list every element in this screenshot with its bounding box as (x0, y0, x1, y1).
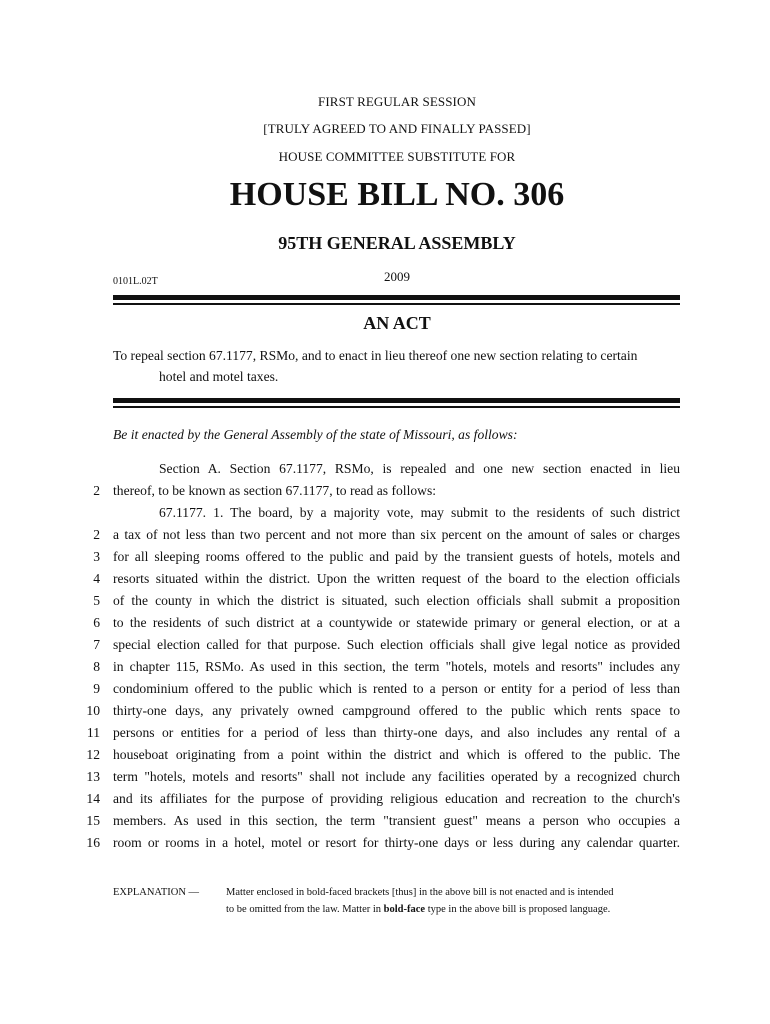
bill-line (0, 703, 770, 725)
bill-title: HOUSE BILL NO. 306 (229, 176, 565, 213)
line-number: 12 (86, 747, 100, 762)
line-text: thereof, to be known as section 67.1177, to read as follows: (113, 483, 437, 498)
line-text: of the county in which the district is situated, such election officials shall submit a proposition (113, 593, 680, 608)
line-text: a tax of not less than two percent and not more than six percent on the amount of sales or charges (113, 527, 680, 542)
line-text: Section A. Section 67.1177, RSMo, is repealed and one new section enacted in lieu (159, 461, 680, 476)
middle-rule-thin (113, 406, 680, 408)
line-number: 10 (86, 703, 100, 718)
bill-line (0, 637, 770, 659)
bill-line (0, 769, 770, 791)
bill-line (0, 571, 770, 593)
lr-number: 0101L.02T (113, 276, 158, 287)
line-text: members. As used in this section, the term "transient guest" means a person who occupies a (113, 813, 680, 828)
explanation-body (226, 884, 680, 918)
line-text: in chapter 115, RSMo. As used in this section, the term "hotels, motels and resorts" includes any (113, 659, 680, 674)
middle-rule-thick (113, 398, 680, 403)
explanation-bold-text: bold-face (383, 904, 426, 915)
substitute-heading: HOUSE COMMITTEE SUBSTITUTE FOR (278, 149, 516, 164)
act-heading: AN ACT (363, 313, 431, 333)
bill-line (0, 461, 770, 483)
top-rule-thin (113, 303, 680, 305)
line-text: to the residents of such district at a countywide or statewide primary or general election, or at a (113, 615, 680, 630)
explanation-text: to be omitted from the law. Matter in (226, 904, 384, 915)
act-title-text (113, 345, 680, 387)
bill-line (0, 659, 770, 681)
line-number: 3 (93, 549, 100, 564)
session-year: 2009 (384, 269, 410, 284)
line-text: persons or entities for a period of less than thirty-one days, and also includes any rental of a (113, 725, 680, 740)
line-number: 11 (86, 725, 100, 740)
line-text: resorts situated within the district. Upon the written request of the board to the election officials (113, 571, 680, 586)
line-number: 15 (86, 813, 100, 828)
bill-line (0, 813, 770, 835)
bill-line (0, 593, 770, 615)
bill-line (0, 505, 770, 527)
line-text: 67.1177. 1. The board, by a majority vote, may submit to the residents of such district (159, 505, 680, 520)
explanation-label: EXPLANATION — (113, 887, 200, 898)
line-text: condominium offered to the public which is rented to a person or entity for a period of less than (113, 681, 680, 696)
line-number: 8 (93, 659, 100, 674)
bill-line (0, 549, 770, 571)
act-title-line-2: hotel and motel taxes. (159, 369, 279, 384)
explanation-text: type in the above bill is proposed language. (425, 904, 611, 915)
explanation-line-1: Matter enclosed in bold-faced brackets [thus] in the above bill is not enacted and is intended (226, 887, 614, 898)
line-text: room or rooms in a hotel, motel or resort for thirty-one days or less during any calendar quarter. (113, 835, 680, 850)
line-number: 4 (93, 571, 100, 586)
passage-status: [TRULY AGREED TO AND FINALLY PASSED] (263, 121, 531, 136)
bill-line (0, 615, 770, 637)
act-title-line-1: To repeal section 67.1177, RSMo, and to enact in lieu thereof one new section relating to certain (113, 348, 638, 363)
bill-line (0, 791, 770, 813)
bill-line (0, 747, 770, 769)
line-number: 6 (93, 615, 100, 630)
line-text: and its affiliates for the purpose of providing religious education and recreation to the church's (113, 791, 680, 806)
bill-line (0, 681, 770, 703)
line-text: houseboat originating from a point within the district and which is offered to the public. The (113, 747, 680, 762)
bill-line (0, 725, 770, 747)
line-number: 5 (93, 593, 100, 608)
line-number: 16 (86, 835, 100, 850)
enacting-clause: Be it enacted by the General Assembly of the state of Missouri, as follows: (113, 427, 518, 442)
line-number: 9 (93, 681, 100, 696)
line-number: 13 (86, 769, 100, 784)
line-number: 14 (86, 791, 100, 806)
bill-line (0, 483, 770, 505)
line-text: special election called for that purpose. Such election officials shall give legal notice as provided (113, 637, 680, 652)
line-text: for all sleeping rooms offered to the public and paid by the transient guests of hotels, motels and (113, 549, 680, 564)
bill-line (0, 527, 770, 549)
explanation-line-2 (226, 901, 680, 918)
top-rule-thick (113, 295, 680, 300)
session-heading: FIRST REGULAR SESSION (318, 94, 476, 109)
assembly-heading: 95TH GENERAL ASSEMBLY (278, 233, 516, 253)
line-number: 2 (93, 527, 100, 542)
bill-line (0, 835, 770, 857)
line-number: 2 (93, 483, 100, 498)
line-number: 7 (93, 637, 100, 652)
line-text: term "hotels, motels and resorts" shall not include any facilities operated by a recognized church (113, 769, 680, 784)
line-text: thirty-one days, any privately owned campground offered to the public which rents space to (113, 703, 680, 718)
